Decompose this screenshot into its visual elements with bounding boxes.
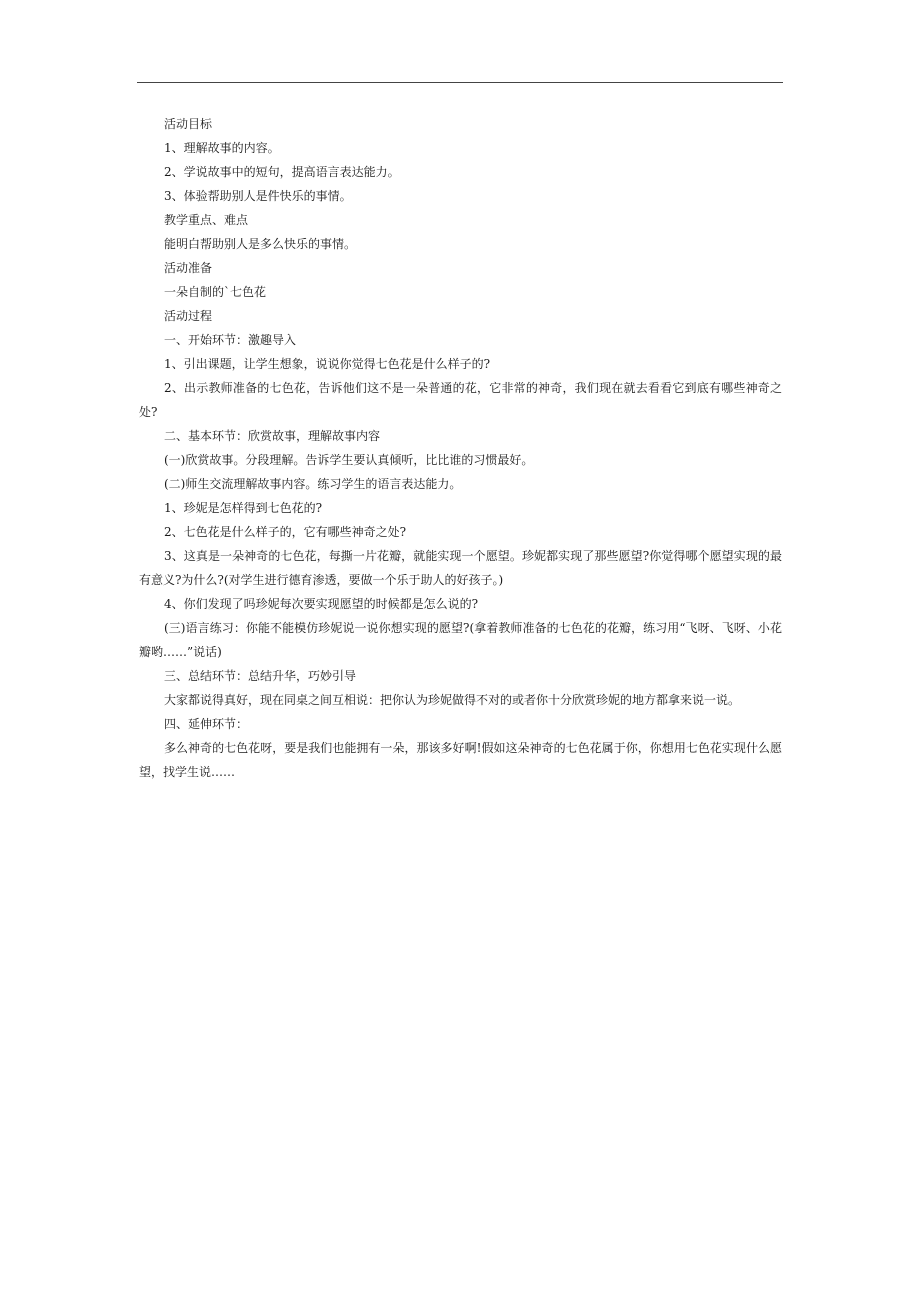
goal-item-2: 2、学说故事中的短句，提高语言表达能力。 (164, 165, 400, 179)
heading-preparation: 活动准备 (164, 261, 213, 275)
section-one-item-1: 1、引出课题，让学生想象，说说你觉得七色花是什么样子的? (164, 357, 491, 371)
section-four-heading: 四、延伸环节： (164, 717, 249, 731)
section-two-heading: 二、基本环节：欣赏故事，理解故事内容 (164, 429, 381, 443)
section-three-heading: 三、总结环节：总结升华，巧妙引导 (164, 669, 357, 683)
heading-process: 活动过程 (164, 309, 213, 323)
section-two-item-4: 4、你们发现了吗珍妮每次要实现愿望的时候都是怎么说的? (164, 597, 479, 611)
goal-item-3: 3、体验帮助别人是件快乐的事情。 (164, 189, 352, 203)
section-two-item-3: 3、这真是一朵神奇的七色花，每撕一片花瓣，就能实现一个愿望。珍妮都实现了那些愿望?你觉得哪个愿望实现的最有意义?为什么?(对学生进行德育渗透，要做一个乐于助人的好孩子。) (139, 549, 782, 587)
goal-item-1: 1、理解故事的内容。 (164, 141, 280, 155)
section-two-item-2: 2、七色花是什么样子的，它有哪些神奇之处? (164, 525, 407, 539)
section-one-item-2: 2、出示教师准备的七色花，告诉他们这不是一朵普通的花，它非常的神奇，我们现在就去看看它到底有哪些神奇之处? (139, 381, 782, 419)
section-four-text: 多么神奇的七色花呀，要是我们也能拥有一朵，那该多好啊!假如这朵神奇的七色花属于你，你想用七色花实现什么愿望，找学生说…… (139, 741, 782, 779)
section-two-part-2: (二)师生交流理解故事内容。练习学生的语言表达能力。 (164, 477, 462, 491)
section-one-heading: 一、开始环节：激趣导入 (164, 333, 297, 347)
preparation-text: 一朵自制的`七色花 (164, 285, 267, 299)
section-three-text: 大家都说得真好，现在同桌之间互相说：把你认为珍妮做得不对的或者你十分欣赏珍妮的地方都拿来说一说。 (164, 693, 741, 707)
document-body (139, 112, 782, 784)
key-points-text: 能明白帮助别人是多么快乐的事情。 (164, 237, 357, 251)
header-rule (137, 82, 783, 83)
heading-key-points: 教学重点、难点 (164, 213, 249, 227)
section-two-part-3: (三)语言练习：你能不能模仿珍妮说一说你想实现的愿望?(拿着教师准备的七色花的花瓣，练习用“飞呀、飞呀、小花瓣哟……”说话) (139, 621, 782, 659)
section-two-part-1: (一)欣赏故事。分段理解。告诉学生要认真倾听，比比谁的习惯最好。 (164, 453, 534, 467)
section-two-item-1: 1、珍妮是怎样得到七色花的? (164, 501, 323, 515)
heading-activity-goals: 活动目标 (164, 117, 213, 131)
